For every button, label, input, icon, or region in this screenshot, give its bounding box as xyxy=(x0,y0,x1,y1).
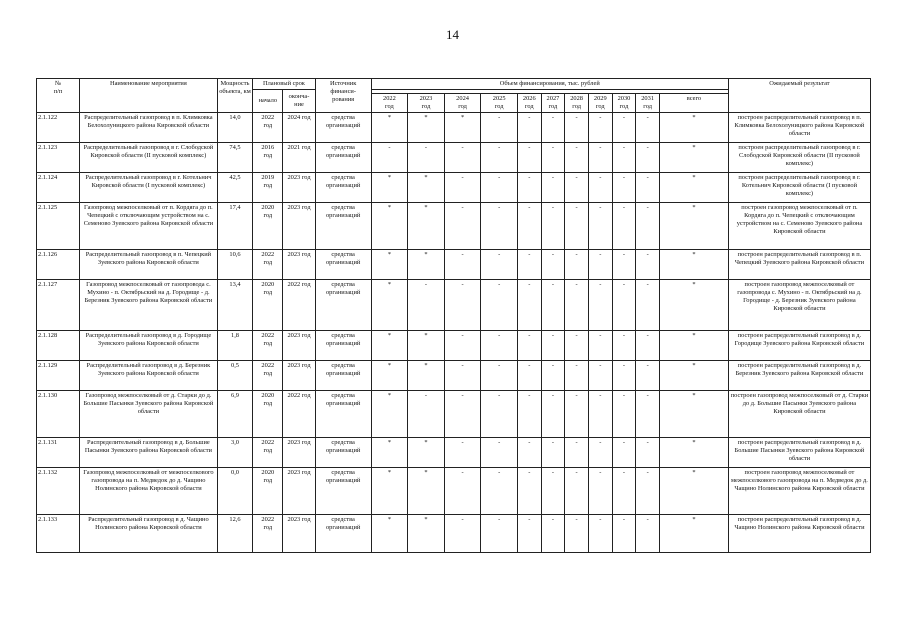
cell-start: 2022 год xyxy=(253,250,283,280)
cell-name: Газопровод межпоселковый от д. Старки до д. Большие Пасынки Зуевского района Кировской области xyxy=(80,391,218,438)
cell-year-value: - xyxy=(444,361,481,391)
cell-start: 2020 год xyxy=(253,203,283,250)
cell-year-value: - xyxy=(444,173,481,203)
cell-year-value: * xyxy=(371,515,408,553)
cell-capacity: 74,5 xyxy=(217,143,253,173)
cell-num: 2.1.133 xyxy=(37,515,80,553)
cell-name: Распределительный газопровод в п. Климковка Белохолуницкого района Кировской области xyxy=(80,113,218,143)
cell-total: * xyxy=(659,250,728,280)
cell-name: Газопровод межпоселковый от п. Кордяга до п. Чепецкий с отключающим устройством на с. Семеново Зуевского района Кировской области xyxy=(80,203,218,250)
cell-year-value: * xyxy=(371,203,408,250)
cell-result: построен распределительный газопровод в г. Слободской Кировской области (II пусковой комплекс) xyxy=(728,143,870,173)
cell-capacity: 17,4 xyxy=(217,203,253,250)
cell-end: 2022 год xyxy=(283,280,315,331)
cell-year-value: - xyxy=(636,143,660,173)
cell-year-value: - xyxy=(636,515,660,553)
cell-year-value: - xyxy=(636,250,660,280)
table-row xyxy=(37,391,871,438)
cell-year-value: - xyxy=(481,113,518,143)
cell-year-value: - xyxy=(541,515,565,553)
cell-year-value: - xyxy=(636,438,660,468)
cell-year-value: * xyxy=(371,250,408,280)
cell-year-value: - xyxy=(588,250,612,280)
cell-year-value: * xyxy=(408,113,445,143)
cell-end: 2022 год xyxy=(283,391,315,438)
cell-name: Распределительный газопровод в д. Городище Зуевского района Кировской области xyxy=(80,331,218,361)
table-row xyxy=(37,515,871,553)
cell-result: построен распределительный газопровод в д. Березник Зуевского района Кировской области xyxy=(728,361,870,391)
cell-year-value: * xyxy=(371,391,408,438)
table-row xyxy=(37,361,871,391)
cell-num: 2.1.123 xyxy=(37,143,80,173)
cell-year-value: - xyxy=(517,250,541,280)
cell-source: средства организаций xyxy=(315,113,371,143)
cell-result: построен газопровод межпоселковый от межпоселкового газопровода на п. Медведок до д. Чащино Нолинского района Кировской области xyxy=(728,468,870,515)
cell-result: построен распределительный газопровод в д. Чащино Нолинского района Кировской области xyxy=(728,515,870,553)
cell-result: построен распределительный газопровод в д. Городище Зуевского района Кировской области xyxy=(728,331,870,361)
cell-start: 2020 год xyxy=(253,391,283,438)
header-year: 2022 год xyxy=(371,94,408,113)
financing-table xyxy=(36,78,871,553)
cell-source: средства организаций xyxy=(315,143,371,173)
cell-end: 2023 год xyxy=(283,331,315,361)
cell-source: средства организаций xyxy=(315,331,371,361)
cell-result: построен распределительный газопровод в п. Чепецкий Зуевского района Кировской области xyxy=(728,250,870,280)
cell-year-value: * xyxy=(371,438,408,468)
table-body xyxy=(37,113,871,553)
cell-year-value: - xyxy=(517,468,541,515)
cell-year-value: * xyxy=(371,468,408,515)
cell-year-value: - xyxy=(565,173,589,203)
cell-year-value: - xyxy=(541,280,565,331)
cell-name: Распределительный газопровод в д. Чащино Нолинского района Кировской области xyxy=(80,515,218,553)
cell-num: 2.1.128 xyxy=(37,331,80,361)
cell-source: средства организаций xyxy=(315,173,371,203)
cell-result: построен газопровод межпоселковый от д. Старки до д. Большие Пасынки Зуевского района Кировской области xyxy=(728,391,870,438)
cell-year-value: - xyxy=(481,143,518,173)
header-source: Источник финанси- рования xyxy=(315,79,371,113)
cell-year-value: - xyxy=(481,438,518,468)
cell-year-value: - xyxy=(541,468,565,515)
cell-num: 2.1.126 xyxy=(37,250,80,280)
cell-year-value: - xyxy=(588,515,612,553)
cell-year-value: - xyxy=(444,250,481,280)
header-row-1 xyxy=(37,79,871,90)
cell-year-value: - xyxy=(444,280,481,331)
cell-year-value: - xyxy=(541,143,565,173)
cell-source: средства организаций xyxy=(315,203,371,250)
cell-year-value: - xyxy=(541,250,565,280)
header-year: 2031 год xyxy=(636,94,660,113)
cell-end: 2021 год xyxy=(283,143,315,173)
cell-total: * xyxy=(659,113,728,143)
header-start: начало xyxy=(253,90,283,113)
cell-year-value: - xyxy=(612,515,636,553)
cell-year-value: - xyxy=(612,203,636,250)
cell-year-value: - xyxy=(612,361,636,391)
cell-total: * xyxy=(659,361,728,391)
cell-capacity: 0,0 xyxy=(217,468,253,515)
cell-end: 2023 год xyxy=(283,361,315,391)
cell-year-value: - xyxy=(481,250,518,280)
cell-year-value: - xyxy=(565,331,589,361)
cell-start: 2016 год xyxy=(253,143,283,173)
cell-year-value: - xyxy=(481,468,518,515)
cell-end: 2023 год xyxy=(283,173,315,203)
cell-year-value: - xyxy=(541,361,565,391)
cell-year-value: - xyxy=(444,515,481,553)
cell-year-value: * xyxy=(408,250,445,280)
cell-year-value: - xyxy=(565,113,589,143)
cell-year-value: * xyxy=(408,331,445,361)
cell-year-value: - xyxy=(444,468,481,515)
cell-total: * xyxy=(659,391,728,438)
cell-num: 2.1.122 xyxy=(37,113,80,143)
cell-year-value: - xyxy=(517,113,541,143)
cell-total: * xyxy=(659,280,728,331)
cell-capacity: 12,6 xyxy=(217,515,253,553)
cell-year-value: * xyxy=(444,113,481,143)
cell-year-value: - xyxy=(565,515,589,553)
cell-year-value: - xyxy=(541,438,565,468)
cell-year-value: - xyxy=(517,331,541,361)
table-row xyxy=(37,203,871,250)
cell-start: 2022 год xyxy=(253,331,283,361)
cell-year-value: - xyxy=(636,331,660,361)
cell-source: средства организаций xyxy=(315,361,371,391)
cell-year-value: - xyxy=(612,280,636,331)
cell-start: 2019 год xyxy=(253,173,283,203)
cell-year-value: - xyxy=(565,438,589,468)
cell-end: 2023 год xyxy=(283,203,315,250)
cell-year-value: - xyxy=(612,173,636,203)
cell-year-value: - xyxy=(565,391,589,438)
cell-year-value: - xyxy=(588,203,612,250)
cell-result: построен газопровод межпоселковый от п. Кордяга до п. Чепецкий с отключающим устройством на с. Семеново Зуевского района Кировской области xyxy=(728,203,870,250)
header-year: 2026 год xyxy=(517,94,541,113)
header-year: 2023 год xyxy=(408,94,445,113)
cell-year-value: - xyxy=(636,113,660,143)
table-row xyxy=(37,331,871,361)
cell-start: 2022 год xyxy=(253,113,283,143)
header-total: всего xyxy=(659,94,728,113)
cell-num: 2.1.125 xyxy=(37,203,80,250)
cell-total: * xyxy=(659,173,728,203)
cell-year-value: - xyxy=(565,250,589,280)
cell-result: построен распределительный газопровод в д. Большие Пасынки Зуевского района Кировской области xyxy=(728,438,870,468)
cell-year-value: - xyxy=(565,203,589,250)
header-result: Ожидаемый результат xyxy=(728,79,870,113)
table-row xyxy=(37,280,871,331)
cell-capacity: 6,9 xyxy=(217,391,253,438)
cell-num: 2.1.132 xyxy=(37,468,80,515)
cell-year-value: - xyxy=(541,203,565,250)
cell-start: 2022 год xyxy=(253,361,283,391)
cell-end: 2023 год xyxy=(283,438,315,468)
cell-total: * xyxy=(659,143,728,173)
cell-end: 2023 год xyxy=(283,515,315,553)
cell-total: * xyxy=(659,468,728,515)
cell-year-value: - xyxy=(517,391,541,438)
cell-start: 2020 год xyxy=(253,280,283,331)
cell-year-value: - xyxy=(481,361,518,391)
cell-num: 2.1.129 xyxy=(37,361,80,391)
cell-year-value: - xyxy=(565,468,589,515)
header-year: 2025 год xyxy=(481,94,518,113)
cell-name: Распределительный газопровод в д. Березник Зуевского района Кировской области xyxy=(80,361,218,391)
cell-year-value: - xyxy=(612,113,636,143)
cell-capacity: 1,8 xyxy=(217,331,253,361)
cell-year-value: - xyxy=(481,515,518,553)
cell-year-value: - xyxy=(444,203,481,250)
cell-year-value: - xyxy=(612,438,636,468)
cell-year-value: - xyxy=(481,331,518,361)
cell-year-value: - xyxy=(517,143,541,173)
cell-year-value: - xyxy=(481,391,518,438)
cell-year-value: - xyxy=(408,280,445,331)
header-year: 2024 год xyxy=(444,94,481,113)
cell-capacity: 14,0 xyxy=(217,113,253,143)
table-row xyxy=(37,438,871,468)
cell-year-value: - xyxy=(481,280,518,331)
header-period: Плановый срок xyxy=(253,79,315,90)
cell-end: 2023 год xyxy=(283,468,315,515)
header-year: 2027 год xyxy=(541,94,565,113)
header-year: 2029 год xyxy=(588,94,612,113)
cell-year-value: - xyxy=(541,173,565,203)
cell-year-value: - xyxy=(408,391,445,438)
cell-year-value: - xyxy=(565,280,589,331)
cell-name: Газопровод межпоселковый от межпоселкового газопровода на п. Медведок до д. Чащино Нолинского района Кировской области xyxy=(80,468,218,515)
header-capacity: Мощность объекта, км xyxy=(217,79,253,113)
cell-capacity: 42,5 xyxy=(217,173,253,203)
cell-year-value: - xyxy=(444,331,481,361)
cell-name: Распределительный газопровод в д. Большие Пасынки Зуевского района Кировской области xyxy=(80,438,218,468)
cell-year-value: - xyxy=(517,280,541,331)
cell-year-value: * xyxy=(408,515,445,553)
table-row xyxy=(37,250,871,280)
cell-year-value: * xyxy=(371,173,408,203)
cell-year-value: - xyxy=(408,143,445,173)
table-row xyxy=(37,113,871,143)
cell-name: Распределительный газопровод в п. Чепецкий Зуевского района Кировской области xyxy=(80,250,218,280)
cell-year-value: - xyxy=(517,203,541,250)
cell-year-value: - xyxy=(612,391,636,438)
cell-year-value: - xyxy=(481,173,518,203)
cell-capacity: 13,4 xyxy=(217,280,253,331)
cell-year-value: - xyxy=(588,173,612,203)
table-row xyxy=(37,173,871,203)
cell-year-value: - xyxy=(541,113,565,143)
cell-year-value: - xyxy=(541,331,565,361)
header-num: № п/п xyxy=(37,79,80,113)
cell-name: Распределительный газопровод в г. Котельнич Кировской области (I пусковой комплекс) xyxy=(80,173,218,203)
cell-source: средства организаций xyxy=(315,391,371,438)
cell-year-value: - xyxy=(517,361,541,391)
cell-year-value: - xyxy=(588,438,612,468)
cell-start: 2022 год xyxy=(253,438,283,468)
cell-year-value: - xyxy=(444,438,481,468)
header-name: Наименование мероприятия xyxy=(80,79,218,113)
cell-year-value: - xyxy=(588,468,612,515)
cell-year-value: - xyxy=(517,438,541,468)
cell-year-value: * xyxy=(371,113,408,143)
cell-year-value: - xyxy=(612,143,636,173)
cell-year-value: * xyxy=(408,203,445,250)
cell-capacity: 10,6 xyxy=(217,250,253,280)
cell-year-value: - xyxy=(588,113,612,143)
cell-year-value: - xyxy=(541,391,565,438)
cell-result: построен распределительный газопровод в п. Климковка Белохолуницкого района Кировской области xyxy=(728,113,870,143)
cell-total: * xyxy=(659,515,728,553)
cell-total: * xyxy=(659,438,728,468)
cell-year-value: - xyxy=(636,361,660,391)
cell-start: 2020 год xyxy=(253,468,283,515)
cell-year-value: - xyxy=(636,280,660,331)
cell-year-value: - xyxy=(565,143,589,173)
table-row xyxy=(37,468,871,515)
cell-year-value: - xyxy=(588,391,612,438)
table-row xyxy=(37,143,871,173)
cell-year-value: - xyxy=(636,173,660,203)
header-end: оконча- ние xyxy=(283,90,315,113)
cell-year-value: - xyxy=(588,361,612,391)
cell-total: * xyxy=(659,331,728,361)
cell-source: средства организаций xyxy=(315,280,371,331)
cell-year-value: - xyxy=(444,143,481,173)
cell-start: 2022 год xyxy=(253,515,283,553)
cell-num: 2.1.130 xyxy=(37,391,80,438)
cell-num: 2.1.131 xyxy=(37,438,80,468)
cell-num: 2.1.127 xyxy=(37,280,80,331)
cell-year-value: * xyxy=(408,173,445,203)
cell-year-value: - xyxy=(481,203,518,250)
header-year: 2030 год xyxy=(612,94,636,113)
cell-year-value: * xyxy=(408,468,445,515)
cell-year-value: * xyxy=(408,361,445,391)
cell-year-value: - xyxy=(565,361,589,391)
cell-year-value: - xyxy=(612,468,636,515)
cell-num: 2.1.124 xyxy=(37,173,80,203)
cell-year-value: - xyxy=(612,331,636,361)
cell-source: средства организаций xyxy=(315,468,371,515)
cell-source: средства организаций xyxy=(315,515,371,553)
cell-source: средства организаций xyxy=(315,438,371,468)
cell-capacity: 3,0 xyxy=(217,438,253,468)
cell-year-value: - xyxy=(517,515,541,553)
cell-year-value: - xyxy=(371,143,408,173)
cell-total: * xyxy=(659,203,728,250)
cell-year-value: - xyxy=(517,173,541,203)
cell-source: средства организаций xyxy=(315,250,371,280)
cell-year-value: - xyxy=(588,280,612,331)
cell-year-value: * xyxy=(371,331,408,361)
cell-year-value: - xyxy=(636,391,660,438)
cell-end: 2024 год xyxy=(283,113,315,143)
cell-name: Распределительный газопровод в г. Слободской Кировской области (II пусковой комплекс) xyxy=(80,143,218,173)
cell-year-value: - xyxy=(612,250,636,280)
cell-year-value: * xyxy=(371,361,408,391)
cell-year-value: * xyxy=(371,280,408,331)
cell-end: 2023 год xyxy=(283,250,315,280)
cell-result: построен распределительный газопровод в г. Котельнич Кировской области (I пусковой комплекс) xyxy=(728,173,870,203)
cell-result: построен газопровод межпоселковый от газопровода с. Мухино - п. Октябрьский на д. Городище - д. Березник Зуевского района Кировской области xyxy=(728,280,870,331)
page-number: 14 xyxy=(446,27,459,42)
cell-name: Газопровод межпоселковый от газопровода с. Мухино - п. Октябрьский на д. Городище - д. Березник Зуевского района Кировской области xyxy=(80,280,218,331)
header-year: 2028 год xyxy=(565,94,589,113)
header-volume: Объем финансирования, тыс. рублей xyxy=(371,79,728,90)
cell-year-value: - xyxy=(444,391,481,438)
cell-year-value: - xyxy=(588,331,612,361)
cell-year-value: - xyxy=(636,468,660,515)
cell-capacity: 0,5 xyxy=(217,361,253,391)
cell-year-value: - xyxy=(636,203,660,250)
cell-year-value: * xyxy=(408,438,445,468)
cell-year-value: - xyxy=(588,143,612,173)
